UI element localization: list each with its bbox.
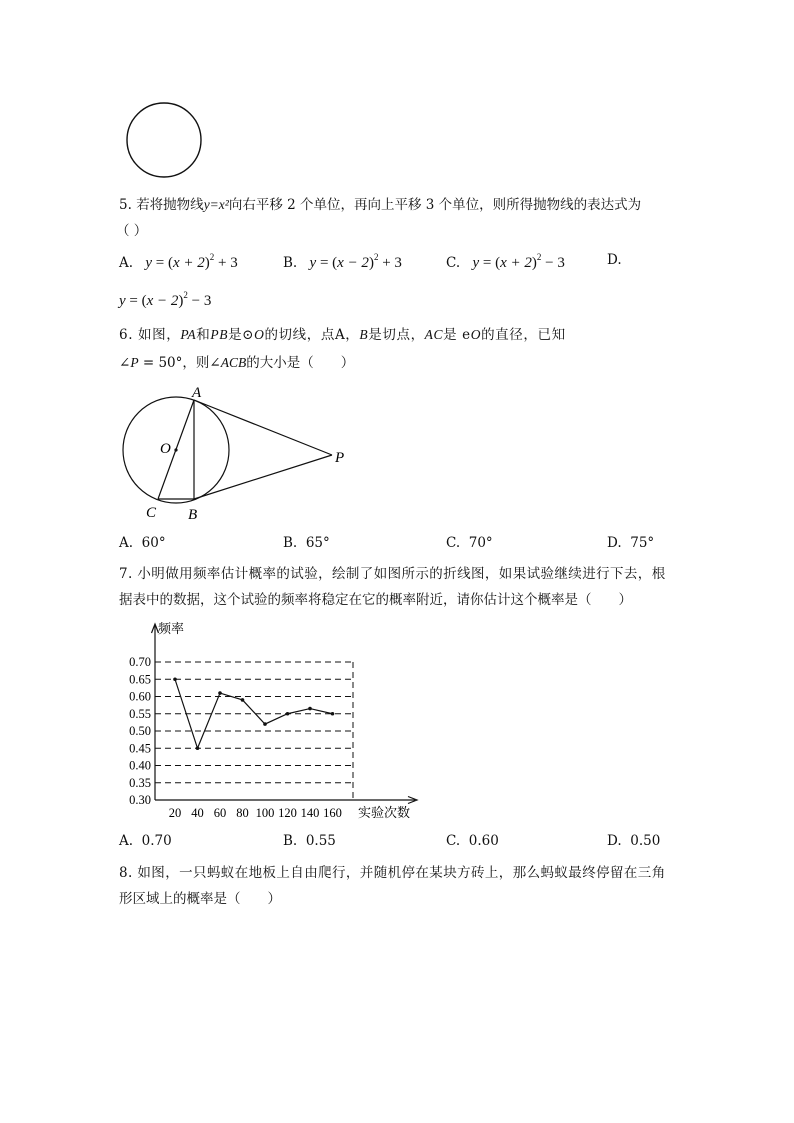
option-lparen: ( <box>332 255 338 271</box>
option-exponent: 2 <box>536 252 542 262</box>
q6-text: 是⊙ <box>228 327 255 343</box>
option-tail: + 3 <box>382 255 402 271</box>
y-tick-label: 0.35 <box>129 775 151 790</box>
option-inner: x − 2 <box>146 293 179 309</box>
option-exponent: 2 <box>373 252 379 262</box>
data-point <box>263 722 267 726</box>
option-label: A. <box>119 833 134 849</box>
option-label: B. <box>283 833 298 849</box>
label-p: P <box>335 450 345 466</box>
option-tail: − 3 <box>191 293 212 309</box>
option-value: 75° <box>630 535 655 551</box>
q6-option-c[interactable] <box>446 535 493 551</box>
q5-option-b[interactable]: B. $y = (x - 2)^2 + 3$ <box>283 252 402 271</box>
option-y: y <box>309 255 317 271</box>
data-point <box>196 746 200 750</box>
option-value: 0.70 <box>141 833 172 849</box>
q5-option-d[interactable]: $y = (x - 2)^2 - 3$ <box>119 290 212 309</box>
y-tick-label: 0.30 <box>129 793 151 807</box>
data-point <box>173 677 177 681</box>
q6-number: 6. <box>119 327 134 343</box>
tangent-pa <box>194 400 332 455</box>
q8-number: 8. <box>119 865 133 881</box>
option-label: A. <box>119 255 134 271</box>
option-lparen: ( <box>167 255 173 271</box>
q7-stem-line2: 据表中的数据，这个试验的频率将稳定在它的概率附近，请你估计这个概率是（ ） <box>119 592 632 608</box>
y-tick-label: 0.60 <box>129 689 151 704</box>
q5-option-d-label[interactable]: D. <box>607 252 622 268</box>
x-tick-label: 140 <box>300 806 320 820</box>
option-value: 0.50 <box>630 833 661 849</box>
q6-math: O <box>254 327 265 342</box>
q6-text: 是切点， <box>368 327 425 343</box>
label-a: A <box>192 385 202 401</box>
q7-number: 7. <box>119 566 133 582</box>
option-rparen: ) <box>204 255 210 271</box>
q7-stem-line1 <box>119 562 666 582</box>
q5-text-pre: 若将抛物线 <box>136 197 204 213</box>
option-label: A. <box>119 535 134 551</box>
q6-math: B <box>359 327 369 342</box>
data-point <box>286 712 290 716</box>
y-axis-title: 频率 <box>158 621 185 636</box>
x-tick-label: 80 <box>236 806 249 820</box>
q6-text: ∠ <box>119 355 131 371</box>
option-label: C. <box>446 833 461 849</box>
option-rparen: ) <box>531 255 537 271</box>
q6-option-b[interactable] <box>283 535 330 551</box>
q5-option-a[interactable]: A. $y = (x + 2)^2 + 3$ <box>119 252 238 271</box>
x-tick-label: 160 <box>323 806 342 820</box>
q6-option-d[interactable] <box>607 535 654 551</box>
option-value: 70° <box>468 535 493 551</box>
data-point <box>218 691 222 695</box>
q5-stem <box>119 193 641 213</box>
x-tick-label: 120 <box>278 806 297 820</box>
option-value: 65° <box>305 535 330 551</box>
option-value: 60° <box>141 535 166 551</box>
data-point <box>241 698 245 702</box>
y-tick-label: 0.45 <box>129 741 151 756</box>
q6-option-a[interactable] <box>119 535 166 551</box>
q6-text: 和 <box>196 327 211 343</box>
circle-shape <box>127 103 201 177</box>
q5-text-post: 向右平移 2 个单位，再向上平移 3 个单位，则所得抛物线的表达式为 <box>228 197 642 213</box>
option-exponent: 2 <box>183 290 188 300</box>
option-label: D. <box>607 535 622 551</box>
q6-stem-line1 <box>119 323 566 343</box>
option-label: C. <box>446 255 461 271</box>
option-lparen: ( <box>141 293 147 309</box>
q8-text: 如图，一只蚂蚁在地板上自由爬行，并随机停在某块方砖上，那么蚂蚁最终停留在三角 <box>137 865 666 881</box>
option-rparen: ) <box>368 255 374 271</box>
x-axis-title: 实验次数 <box>358 805 411 820</box>
option-exponent: 2 <box>209 252 215 262</box>
y-tick-label: 0.50 <box>129 724 151 738</box>
x-tick-label: 40 <box>191 806 204 820</box>
tangent-pb <box>194 455 332 499</box>
q7-option-b[interactable] <box>283 833 336 849</box>
q8-stem-line2: 形区域上的概率是（ ） <box>119 891 281 907</box>
q7-option-c[interactable] <box>446 833 499 849</box>
circle-figure <box>120 100 210 180</box>
q6-text: = 50°，则∠ <box>138 355 221 371</box>
q7-option-d[interactable] <box>607 833 660 849</box>
option-tail: − 3 <box>545 255 565 271</box>
option-label: B. <box>283 535 298 551</box>
option-inner: x + 2 <box>172 255 205 271</box>
q6-stem-line2 <box>119 351 354 371</box>
option-label: C. <box>446 535 461 551</box>
q8-stem-line1 <box>119 861 666 881</box>
q5-option-c[interactable]: C. $y = (x + 2)^2 - 3$ <box>446 252 565 271</box>
q6-text: 的切线，点A， <box>264 327 360 343</box>
option-label: D. <box>607 833 622 849</box>
q6-text: 的直径，已知 <box>481 327 566 343</box>
option-rparen: ) <box>178 293 184 309</box>
q5-paren: （ ） <box>116 223 148 239</box>
y-tick-label: 0.40 <box>129 758 151 773</box>
q6-math: AC <box>424 327 444 342</box>
label-c: C <box>146 505 157 521</box>
option-tail: + 3 <box>218 255 238 271</box>
option-inner: x + 2 <box>500 255 532 271</box>
q6-math: O <box>470 327 482 342</box>
option-y: y <box>472 255 480 271</box>
q6-text: 的大小是（ ） <box>246 355 355 371</box>
q5-func: y=x² <box>203 197 229 212</box>
center-point <box>174 448 177 451</box>
y-tick-label: 0.55 <box>129 706 151 721</box>
q5-number: 5. <box>119 197 132 213</box>
option-value: 0.60 <box>468 833 499 849</box>
y-tick-label: 0.70 <box>129 655 151 669</box>
option-value: 0.55 <box>305 833 336 849</box>
option-y: y <box>145 255 153 271</box>
y-tick-label: 0.65 <box>129 672 151 687</box>
data-point <box>331 712 335 716</box>
x-tick-label: 60 <box>213 806 227 820</box>
q7-option-a[interactable] <box>119 833 172 849</box>
q6-text: 是 e <box>443 327 471 343</box>
data-point <box>308 707 312 711</box>
label-o: O <box>160 441 171 457</box>
option-label: B. <box>283 255 298 271</box>
q7-text: 小明做用频率估计概率的试验，绘制了如图所示的折线图，如果试验继续进行下去，根 <box>137 566 666 582</box>
q6-math: P <box>130 355 139 370</box>
x-tick-label: 100 <box>255 806 275 820</box>
option-y: y <box>119 293 126 309</box>
q6-math: ACB <box>220 355 247 370</box>
q6-text: 如图， <box>138 327 181 343</box>
label-b: B <box>188 507 198 523</box>
frequency-line-chart <box>110 615 430 825</box>
q6-math: PA <box>180 327 197 342</box>
tangent-figure <box>110 380 360 525</box>
option-lparen: ( <box>495 255 501 271</box>
option-inner: x − 2 <box>337 255 369 271</box>
q6-math: PB <box>210 327 229 342</box>
x-tick-label: 20 <box>168 806 182 820</box>
